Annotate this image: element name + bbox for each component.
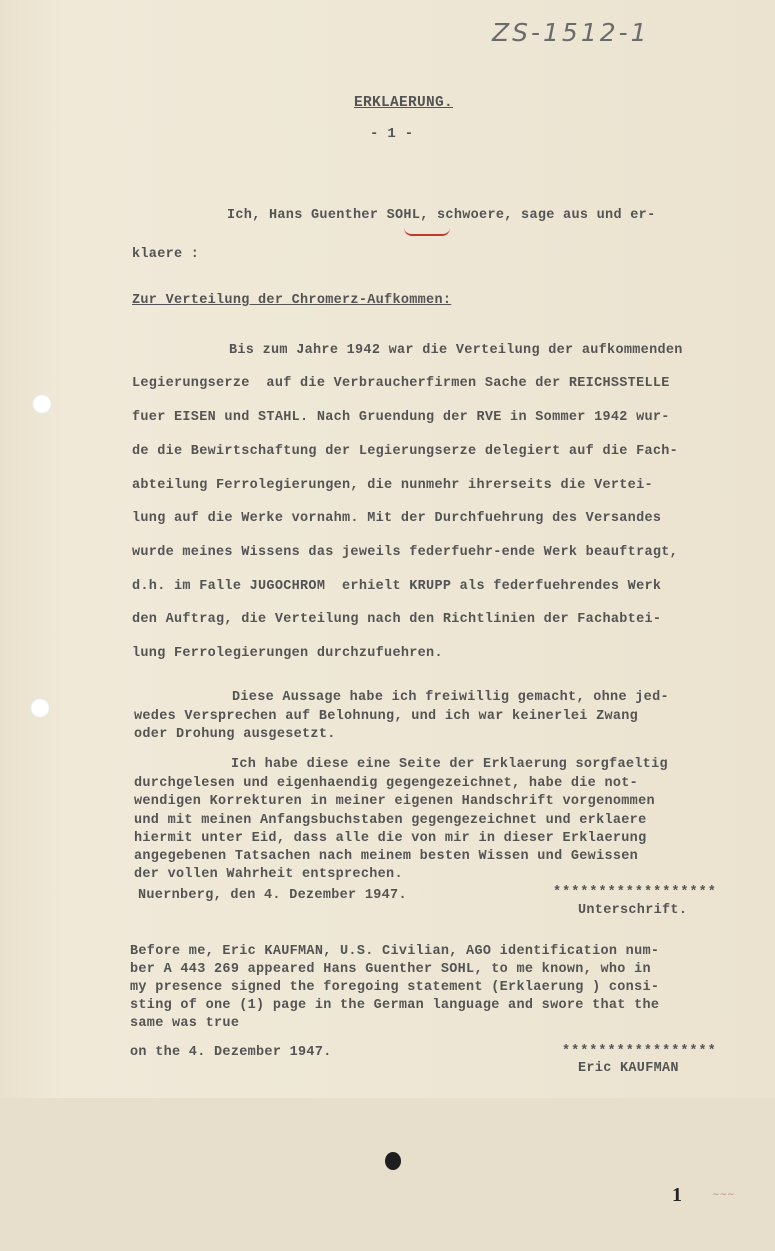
body-line: abteilung Ferrolegierungen, die nunmehr ihrerseits die Vertei- [132,478,653,493]
body-line: den Auftrag, die Verteilung nach den Richtlinien der Fachabtei- [132,612,662,627]
oath-line: angegebenen Tatsachen nach meinem besten Wissen und Gewissen [134,849,639,864]
witness-signature-line: ***************** [562,1044,717,1059]
body-line: lung auf die Werke vornahm. Mit der Durchfuehrung des Versandes [132,511,662,526]
english-line: ber A 443 269 appeared Hans Guenther SOHL, to me known, who in [130,962,651,977]
body-line: fuer EISEN und STAHL. Nach Gruendung der RVE in Sommer 1942 wur- [132,410,670,425]
voluntary-line: Diese Aussage habe ich freiwillig gemacht, ohne jed- [232,690,669,705]
signature-line: ****************** [553,885,717,900]
punch-hole-top [32,394,52,414]
english-line: sting of one (1) page in the German language and swore that the [130,998,660,1013]
witness-name: Eric KAUFMAN [578,1061,679,1076]
intro-line-2: klaere : [132,247,200,262]
english-line: my presence signed the foregoing statement (Erklaerung ) consi- [130,980,660,995]
body-line: Bis zum Jahre 1942 war die Verteilung der aufkommenden [229,343,683,358]
ink-blot [385,1152,401,1170]
body-line: d.h. im Falle JUGOCHROM erhielt KRUPP als federfuehrendes Werk [132,579,662,594]
archive-reference: ZS-1512-1 [492,18,650,47]
body-line: Legierungserze auf die Verbraucherfirmen Sache der REICHSSTELLE [132,376,670,391]
oath-line: Ich habe diese eine Seite der Erklaerung sorgfaeltig [231,757,668,772]
english-date: on the 4. Dezember 1947. [130,1045,332,1060]
body-line: de die Bewirtschaftung der Legierungserze delegiert auf die Fach- [132,444,679,459]
punch-hole-bottom [30,698,50,718]
oath-line: wendigen Korrekturen in meiner eigenen Handschrift vorgenommen [134,794,655,809]
oath-line: und mit meinen Anfangsbuchstaben gegengezeichnet und erklaere [134,813,647,828]
place-date: Nuernberg, den 4. Dezember 1947. [138,888,407,903]
intro-line-1: Ich, Hans Guenther SOHL, schwoere, sage aus und er- [227,208,656,223]
oath-line: hiermit unter Eid, dass alle die von mir in dieser Erklaerung [134,831,647,846]
body-line: wurde meines Wissens das jeweils federfuehr-ende Werk beauftragt, [132,545,679,560]
page-marker: - 1 - [370,126,414,142]
page-number: 1 [672,1184,682,1206]
section-heading: Zur Verteilung der Chromerz-Aufkommen: [132,293,452,308]
voluntary-line: wedes Versprechen auf Belohnung, und ich war keinerlei Zwang [134,709,639,724]
oath-line: der vollen Wahrheit entsprechen. [134,867,403,882]
document-title: ERKLAERUNG. [354,95,454,111]
english-line: Before me, Eric KAUFMAN, U.S. Civilian, AGO identification num- [130,944,660,959]
paper-fold-strip [0,1098,775,1251]
oath-line: durchgelesen und eigenhaendig gegengezeichnet, habe die not- [134,776,639,791]
red-correction-underline [404,228,450,236]
page-scribble: ~~~ [712,1190,735,1200]
english-line: same was true [130,1016,240,1031]
body-line: lung Ferrolegierungen durchzufuehren. [132,646,443,661]
voluntary-line: oder Drohung ausgesetzt. [134,727,336,742]
signature-label: Unterschrift. [578,903,688,918]
